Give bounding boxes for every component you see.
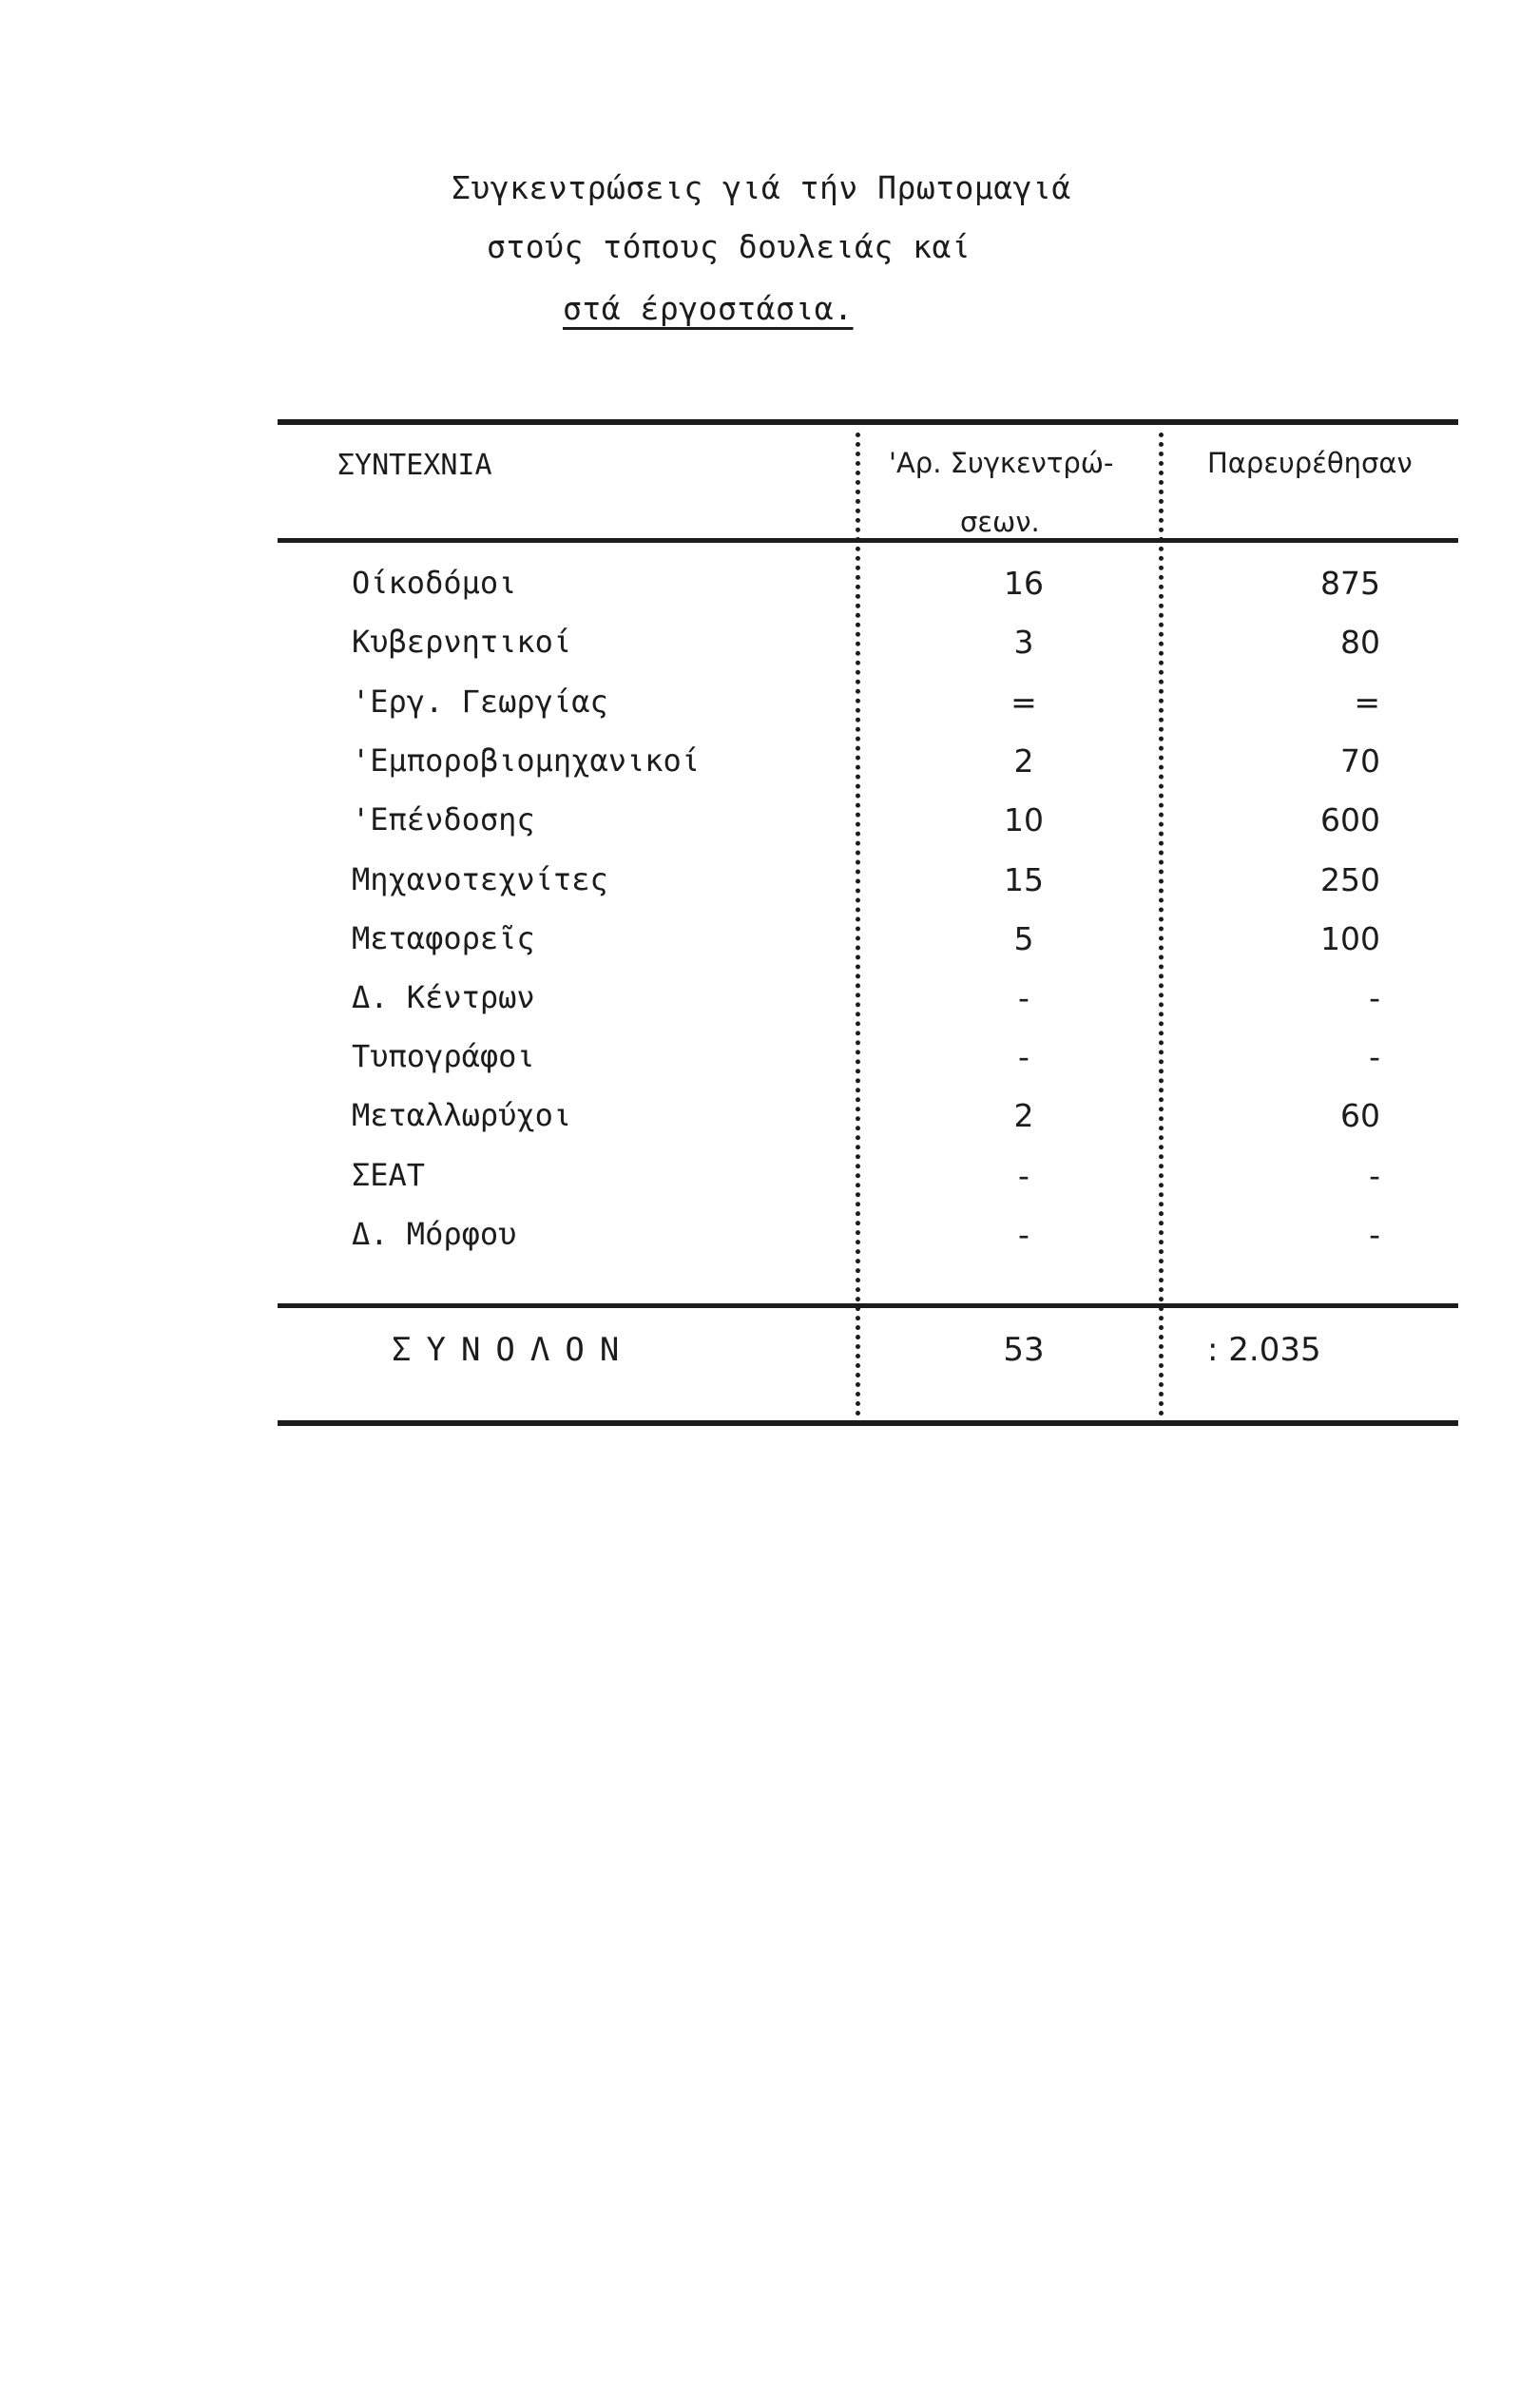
total-meetings: 53 (1003, 1331, 1045, 1369)
row-meetings: 15 (1004, 861, 1044, 898)
table-bottom-rule (278, 1420, 1458, 1426)
header-union: ΣΥΝΤΕΧΝΙΑ (337, 449, 492, 482)
header-meetings-line-1: 'Αρ. Συγκεντρώ- (889, 447, 1114, 479)
heading-line-2: στούς τόπους δουλειάς καί (487, 228, 971, 265)
table-row (278, 676, 1458, 735)
row-union-name: Οίκοδόμοι (352, 565, 517, 601)
row-meetings: - (1018, 1157, 1029, 1194)
row-attended: 80 (1340, 624, 1380, 661)
row-union-name: Κυβερνητικοί (352, 624, 572, 660)
table-row (278, 972, 1458, 1031)
header-meetings-line-2: σεων. (960, 506, 1040, 538)
row-union-name: 'Επένδοσης (352, 801, 535, 838)
row-attended: - (1369, 1216, 1380, 1253)
row-meetings: - (1018, 1038, 1029, 1075)
row-attended: 70 (1340, 742, 1380, 780)
table-row (278, 794, 1458, 853)
table-header-rule (278, 538, 1458, 543)
heading-line-1: Συγκεντρώσεις γιά τήν Πρωτομαγιά (452, 169, 1071, 206)
table-row (278, 616, 1458, 675)
row-meetings: - (1018, 979, 1029, 1016)
row-union-name: Δ. Κέντρων (352, 979, 535, 1015)
table-row (278, 1149, 1458, 1208)
table-row (278, 1089, 1458, 1148)
table-top-rule (278, 419, 1458, 425)
row-attended: 250 (1320, 861, 1380, 898)
row-attended: 875 (1320, 565, 1380, 602)
row-meetings: 5 (1013, 920, 1034, 957)
table-row (278, 854, 1458, 913)
row-union-name: 'Εργ. Γεωργίας (352, 684, 608, 720)
header-attended: Παρευρέθησαν (1207, 447, 1413, 479)
row-meetings: 2 (1013, 1097, 1034, 1134)
row-meetings: = (1010, 684, 1037, 721)
row-union-name: Μηχανοτεχνίτες (352, 861, 608, 897)
row-attended: - (1369, 979, 1380, 1016)
row-attended: 100 (1320, 920, 1380, 957)
table-total-rule (278, 1303, 1458, 1308)
total-attended: : 2.035 (1207, 1331, 1321, 1369)
row-meetings: - (1018, 1216, 1029, 1253)
heading-line-3: στά έργοστάσια. (563, 290, 854, 327)
row-meetings: 2 (1013, 742, 1034, 780)
row-union-name: Τυπογράφοι (352, 1038, 535, 1074)
row-union-name: ΣΕΑΤ (352, 1157, 426, 1193)
row-union-name: Μεταφορεῖς (352, 920, 535, 956)
row-attended: - (1369, 1038, 1380, 1075)
table-row (278, 913, 1458, 972)
row-meetings: 10 (1004, 801, 1044, 838)
total-label: ΣΥΝΟΛΟΝ (392, 1331, 635, 1369)
row-attended: - (1369, 1157, 1380, 1194)
row-union-name: 'Εμποροβιομηχανικοί (352, 742, 701, 779)
row-attended: = (1354, 684, 1380, 721)
table-row (278, 735, 1458, 794)
table-row (278, 1031, 1458, 1089)
row-meetings: 3 (1013, 624, 1034, 661)
row-union-name: Μεταλλωρύχοι (352, 1097, 572, 1133)
table-row (278, 1208, 1458, 1267)
row-union-name: Δ. Μόρφου (352, 1216, 517, 1252)
row-attended: 600 (1320, 801, 1380, 838)
table-row (278, 557, 1458, 616)
row-attended: 60 (1340, 1097, 1380, 1134)
row-meetings: 16 (1004, 565, 1044, 602)
